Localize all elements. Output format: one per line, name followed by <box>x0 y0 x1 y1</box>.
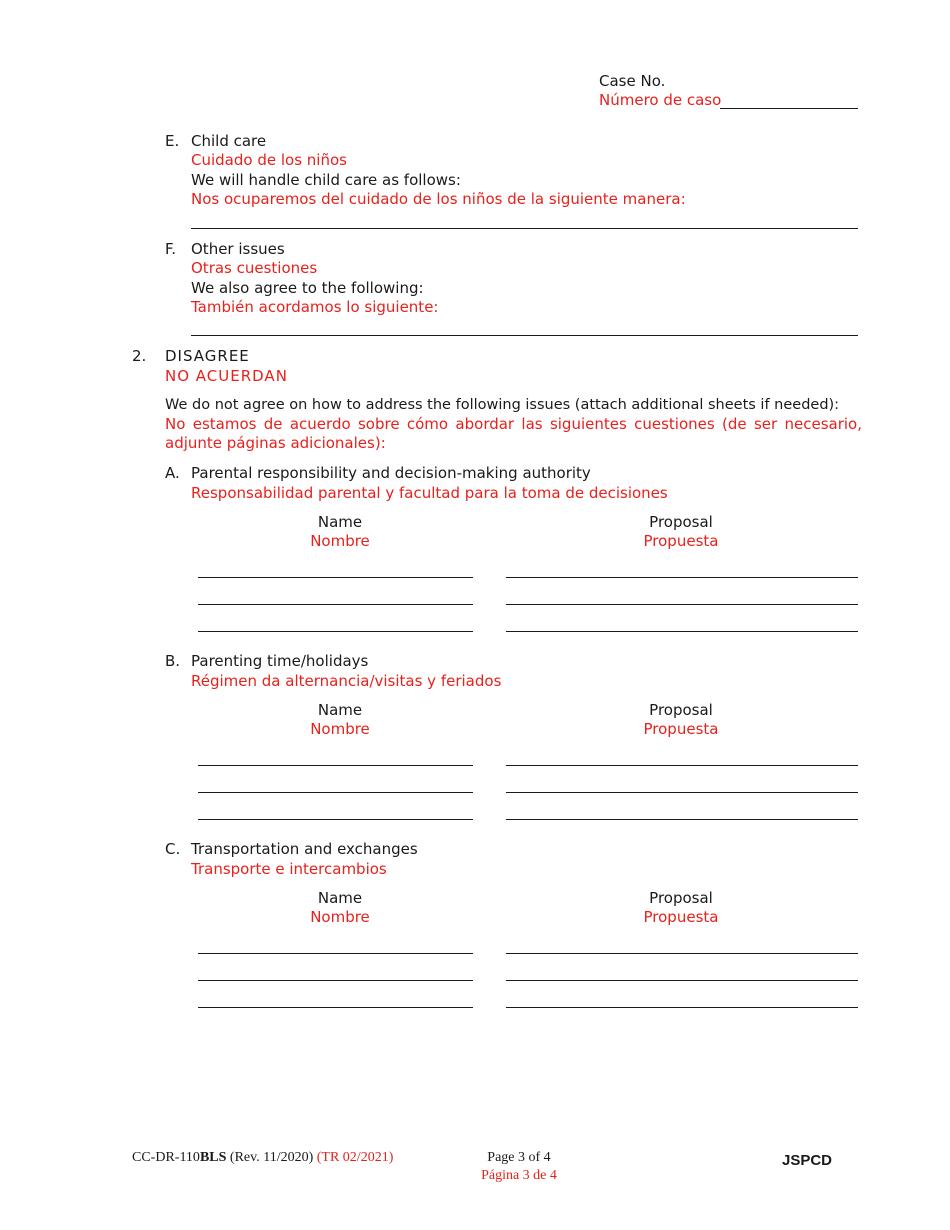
section-b-name-header: Name <box>317 701 363 719</box>
section-a-name-field-3[interactable] <box>198 631 473 632</box>
section-c-name-field-1[interactable] <box>198 953 473 954</box>
section-a-proposal-field-1[interactable] <box>506 577 858 578</box>
form-id <box>132 1148 393 1167</box>
section-a-name-header: Name <box>317 513 363 531</box>
section-f-title-es: Otras cuestiones <box>191 259 318 277</box>
page-number-es: Página 3 de 4 <box>481 1168 557 1183</box>
case-no-field[interactable] <box>720 108 858 109</box>
section-b-proposal-header-es: Propuesta <box>643 720 719 738</box>
section-b-name-field-3[interactable] <box>198 819 473 820</box>
section-c-proposal-header-es: Propuesta <box>643 908 719 926</box>
section-c-proposal-field-1[interactable] <box>506 953 858 954</box>
form-code: CC-DR-110 <box>132 1150 200 1165</box>
section-c-name-field-2[interactable] <box>198 980 473 981</box>
section-b-proposal-field-3[interactable] <box>506 819 858 820</box>
section-c-proposal-field-2[interactable] <box>506 980 858 981</box>
section-e-title: Child care <box>191 132 267 150</box>
section-f-prompt: We also agree to the following: <box>191 279 424 297</box>
page-number: Page 3 of 4 <box>487 1150 551 1165</box>
section-a-proposal-field-3[interactable] <box>506 631 858 632</box>
section-b-name-field-1[interactable] <box>198 765 473 766</box>
section-a-name-header-es: Nombre <box>310 532 370 550</box>
section-c-name-field-3[interactable] <box>198 1007 473 1008</box>
translation-revision: (TR 02/2021) <box>316 1150 394 1165</box>
section-f-prompt-es: También acordamos lo siguiente: <box>191 298 439 316</box>
section-b-proposal-header: Proposal <box>649 701 713 719</box>
section-a-title: Parental responsibility and decision-making authority <box>191 464 591 482</box>
section-c-name-header-es: Nombre <box>310 908 370 926</box>
section-c-proposal-field-3[interactable] <box>506 1007 858 1008</box>
child-care-field[interactable] <box>191 228 858 229</box>
case-no-label-es: Número de caso <box>599 91 722 109</box>
section-e-letter: E. <box>165 132 180 150</box>
section-b-letter: B. <box>165 652 181 670</box>
section-b-proposal-field-2[interactable] <box>506 792 858 793</box>
section-a-proposal-field-2[interactable] <box>506 604 858 605</box>
section-b-proposal-field-1[interactable] <box>506 765 858 766</box>
section-f-letter: F. <box>165 240 176 258</box>
section-a-proposal-header: Proposal <box>649 513 713 531</box>
disagree-intro: We do not agree on how to address the following issues (attach additional sheets if needed): <box>165 397 840 413</box>
section-c-name-header: Name <box>317 889 363 907</box>
section-c-proposal-header: Proposal <box>649 889 713 907</box>
section-e-prompt-es: Nos ocuparemos del cuidado de los niños de la siguiente manera: <box>191 190 686 208</box>
disagree-number: 2. <box>132 347 147 365</box>
section-a-title-es: Responsabilidad parental y facultad para la toma de decisiones <box>191 484 668 502</box>
section-b-title: Parenting time/holidays <box>191 652 369 670</box>
agency-code: JSPCD <box>782 1152 833 1169</box>
section-b-name-header-es: Nombre <box>310 720 370 738</box>
disagree-intro-es: No estamos de acuerdo sobre cómo abordar las siguientes cuestiones (de ser necesario, adjunte páginas adicionales): <box>165 415 862 452</box>
section-a-letter: A. <box>165 464 180 482</box>
section-c-title: Transportation and exchanges <box>191 840 418 858</box>
section-f-title: Other issues <box>191 240 285 258</box>
section-a-name-field-1[interactable] <box>198 577 473 578</box>
disagree-title: DISAGREE <box>165 347 250 365</box>
case-no-label: Case No. <box>599 72 666 90</box>
section-b-title-es: Régimen da alternancia/visitas y feriados <box>191 672 502 690</box>
section-a-proposal-header-es: Propuesta <box>643 532 719 550</box>
form-suffix: BLS <box>199 1150 227 1165</box>
section-c-title-es: Transporte e intercambios <box>191 860 387 878</box>
other-issues-field[interactable] <box>191 335 858 336</box>
form-revision: (Rev. 11/2020) <box>229 1150 314 1165</box>
section-b-name-field-2[interactable] <box>198 792 473 793</box>
section-a-name-field-2[interactable] <box>198 604 473 605</box>
disagree-title-es: NO ACUERDAN <box>165 367 288 385</box>
section-e-prompt: We will handle child care as follows: <box>191 171 461 189</box>
section-e-title-es: Cuidado de los niños <box>191 151 347 169</box>
section-c-letter: C. <box>165 840 181 858</box>
